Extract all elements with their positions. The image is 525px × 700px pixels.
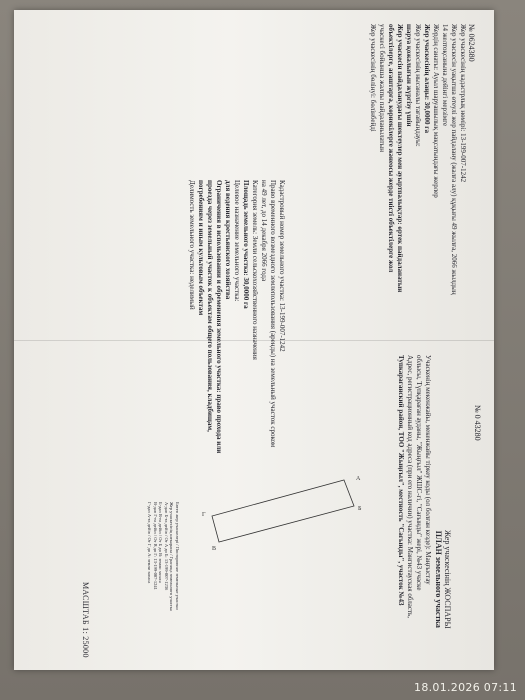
ru-text-block [187,180,286,453]
ru-line: проезда через земельный участок к объектам общего пользования, кладбищам, [206,180,214,432]
ru-line: для ведения крестьянского хозяйства [224,180,232,300]
plan-label-a: А [356,476,361,482]
address-line: Учаскенің мекенжайы, мекенжайы тіркеу коды (ол болған кезде): Маңғыстау [424,355,432,585]
ru-line: Площадь земельного участка: 30,0000 га [242,180,250,309]
plan-legend [147,502,180,611]
ru-line: Категория земель: Земли сельскохозяйственного назначения [251,180,259,360]
address-line: Тупкараганский район, ТОО "Жыңғыл", местность "Сагынды", участок №43 [397,355,405,606]
address-line: облысы, Түпқараған ауданы, "Жыңғыл" ЖШС-гі, "Сағынды" жері, №43 учаске [415,355,423,591]
ru-line: Ограничения в использовании и обременения земельного участка: право прохода или [215,180,223,454]
kz-line: шаруа қожалығын жүргізу үшін [405,24,413,127]
legend-line: Бөтен жер учаскелері / Посторонние земельные участки [175,502,180,610]
parcel-boundary [212,480,354,542]
kz-line: Жер учаскесінің нысаналы тағайындауы: [414,24,422,147]
kz-line: Жер учаскесінің алаңы: 30,0000 га [423,24,431,133]
ru-line: Делимость земельного участка: неделимый [188,180,196,310]
legend-line: А-дан Б-ға дейін / От А до Б: 13-199-007-1236 [164,502,169,591]
parcel-plan-drawing [194,470,374,560]
kz-line: 14 желтоқсанына дейінгі мерзімге [441,24,449,127]
legend-line: В-дан Г-ға дейін / От В до Г: 13-199-007-1241 [153,502,158,590]
legend-line: Б-дан В-ға дейін / От Б до В: земли запаса [158,502,164,583]
plan-title-block [434,530,452,629]
document-sheet [14,10,494,670]
ru-line: Право временного возмездного землепользования (аренды) на земельный участок сроком [269,180,277,448]
legend-line: Жер учаскесінің шекарасы / Граница земельного участка [169,502,175,611]
kz-line: объектілерге, ағаштарға, көрнекілерге жәнеосы жерде тиісті объектілерге жол [387,24,395,273]
address-block [396,355,432,618]
plan-label-b: Б [358,506,362,512]
plan-label-g: Г [202,512,206,518]
ru-line: погребениям и иным культовым объектам [197,180,205,316]
plan-header-block [473,405,482,441]
certificate-number: № 0624380 [467,24,476,62]
legend-line: Г-дан А-ға дейін / От Г до А: земли запаса [147,502,153,584]
address-line: Адрес, регистрационный код адреса (при его наличии) участка: Мангистауская область, [406,355,414,618]
kz-line: Жер учаскесін пайдаланудағы шектеулер мен ауыртпалықтар: өртек пайдаланатын [396,24,404,293]
ru-line: на 49 лет, до 14 декабря 2066 года [260,180,268,282]
kz-line: Жердің санаты: Ауыл шаруашылық мақсатындағы жерлер [432,24,440,198]
top-half-block [368,24,476,295]
plan-title-ru: ПЛАН земельного участка [434,530,443,628]
kz-line: Жер учаскесінің бөлінуі: бөлінбейді [369,24,377,132]
ru-line: Кадастровый номер земельного участка: 13-199-007-1242 [278,180,286,352]
plan-scale: МАСШТАБ 1: 25000 [81,582,90,658]
ru-line: Целевое назначение земельного участка: [233,180,241,302]
kz-line: Жер учаскесін уақытша өтеулі жер пайдалану (жалға алу) құқығы 49 жылға, 2066 жылдың [450,24,458,295]
plan-title-kz: Жер учаскесінің ЖОСПАРЫ [443,530,452,629]
plan-label-v: В [212,546,217,552]
kz-line: Жер учаскесінің кадастрлық нөмірі: 13-199-007-1242 [459,24,467,183]
photo-timestamp: 18.01.2026 07:11 [414,681,517,694]
kz-line: учаскесі бойынша жалпы пайдаланылатын [378,24,386,153]
plan-number: № 0 43280 [473,405,482,441]
